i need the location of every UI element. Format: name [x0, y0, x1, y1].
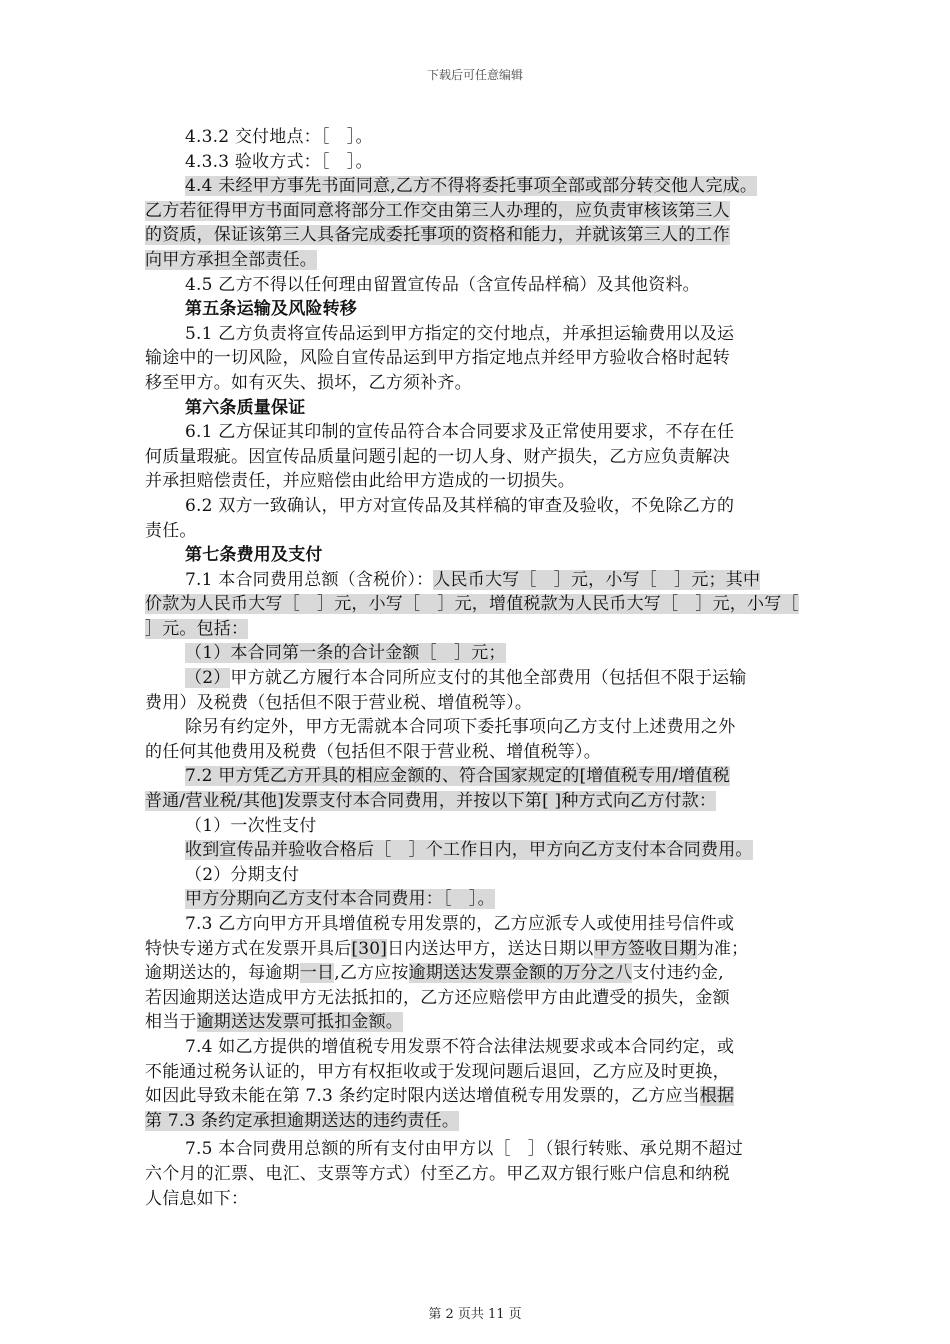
clause-7-5-line-2: 六个月的汇票、电汇、支票等方式）付至乙方。甲乙双方银行账户信息和纳税 [145, 1163, 730, 1184]
clause-7-4-line-3 [145, 1084, 810, 1109]
clause-5-1-line-2: 输途中的一切风险，风险自宣传品运到甲方指定地点并经甲方验收合格时起转 [145, 348, 730, 369]
clause-7-2-option-1: （1）一次性支付 [185, 815, 317, 836]
clause-7-4-line-2: 不能通过税务认证的，甲方有权拒收或于发现问题后退回，乙方应及时更换， [145, 1061, 730, 1082]
highlighted-text: 人民币大写［ ］元，小写［ ］元；其中 [433, 569, 761, 590]
clause-5-1-line-1: 5.1 乙方负责将宣传品运到甲方指定的交付地点，并承担运输费用以及运 [185, 323, 735, 344]
text: 支付违约金, [632, 963, 724, 984]
clause-7-5-line-3: 人信息如下： [145, 1188, 249, 1209]
clause-4-5: 4.5 乙方不得以任何理由留置宣传品（含宣传品样稿）及其他资料。 [185, 274, 700, 295]
highlighted-text: 向甲方承担全部责任。 [145, 249, 317, 270]
clause-7-1-item-2-line-1 [145, 666, 810, 691]
text: 如因此导致未能在第 7.3 条约定时限内送达增值税专用发票的，乙方应当 [145, 1086, 700, 1107]
highlighted-text: 普通/营业税/其他]发票支付本合同费用，并按以下第[ ]种方式向乙方付款： [145, 791, 717, 812]
clause-6-2-line-2: 责任。 [145, 520, 197, 541]
highlighted-text: 甲方签收日期 [593, 938, 697, 959]
clause-4-4-line-4 [145, 248, 810, 273]
highlighted-text: 收到宣传品并验收合格后［ ］个工作日内，甲方向乙方支付本合同费用。 [185, 840, 753, 861]
clause-4-3-3: 4.3.3 验收方式：［ ］。 [185, 151, 373, 172]
clause-7-4-line-4 [145, 1109, 810, 1134]
clause-7-1-extra-line-1: 除另有约定外，甲方无需就本合同项下委托事项向乙方支付上述费用之外 [185, 717, 736, 738]
text: 相当于 [145, 1012, 197, 1033]
clause-6-1-line-1: 6.1 乙方保证其印制的宣传品符合本合同要求及正常使用要求，不存在任 [185, 422, 735, 443]
clause-6-1-line-3: 并承担赔偿责任，并应赔偿由此给甲方造成的一切损失。 [145, 471, 575, 492]
section-heading-5: 第五条运输及风险转移 [185, 299, 357, 320]
clause-7-3-line-1: 7.3 乙方向甲方开具增值税专用发票的，乙方应派专人或使用挂号信件或 [185, 914, 735, 934]
clause-7-2-option-1-detail [145, 838, 810, 863]
clause-4-3-2: 4.3.2 交付地点：［ ］。 [185, 127, 373, 147]
clause-7-1-item-2-line-2: 费用）及税费（包括但不限于营业税、增值税等）。 [145, 692, 533, 713]
highlighted-text: 4.4 未经甲方事先书面同意,乙方不得将委托事项全部或部分转交他人完成。 [185, 176, 758, 197]
clause-7-5-line-1: 7.5 本合同费用总额的所有支付由甲方以［ ］（银行转账、承兑期不超过 [185, 1139, 743, 1160]
clause-7-2-line-1 [145, 764, 810, 789]
text: 日内送达甲方，送达日期以 [387, 938, 594, 959]
clause-4-4-line-3 [145, 223, 810, 248]
highlighted-text: 的资质，保证该第三人具备完成委托事项的资格和能力，并就该第三人的工作 [145, 225, 730, 246]
text: ,乙方应按 [334, 963, 409, 984]
highlighted-text: 一日 [299, 963, 335, 984]
clause-7-2-option-2: （2）分期支付 [185, 864, 300, 885]
page-footer: 第 2 页共 11 页 [428, 1307, 522, 1322]
text: 特快专递方式在发票开具后 [145, 938, 352, 959]
text: 甲方就乙方履行本合同所应支付的其他全部费用（包括但不限于运输 [230, 668, 747, 689]
clause-7-2-option-2-detail [145, 887, 810, 912]
clause-6-1-line-2: 何质量瑕疵。因宣传品质量问题引起的一切人身、财产损失，乙方应负责解决 [145, 446, 730, 467]
document-body [145, 125, 810, 1211]
text: 逾期送达的，每逾期 [145, 963, 300, 984]
text: 为准； [696, 938, 749, 959]
clause-7-1-line-1 [145, 568, 810, 593]
clause-4-4-line-1 [145, 174, 810, 199]
highlighted-text: （2） [185, 668, 231, 689]
section-heading-6: 第六条质量保证 [185, 397, 306, 418]
page-header: 下载后可任意编辑 [426, 68, 523, 82]
highlighted-text: 逾期送达发票金额的万分之八 [408, 963, 633, 984]
clause-7-1-extra-line-2: 的任何其他费用及税费（包括但不限于营业税、增值税等）。 [145, 741, 601, 762]
clause-7-3-line-4: 若因逾期送达造成甲方无法抵扣的，乙方还应赔偿甲方由此遭受的损失，金额 [145, 987, 730, 1008]
highlighted-text: ］元。包括： [145, 618, 249, 639]
clause-7-1-item-1 [145, 641, 810, 666]
highlighted-text: 逾期送达发票可抵扣金额。 [196, 1012, 404, 1033]
clause-7-4-line-1: 7.4 如乙方提供的增值税专用发票不符合法律法规要求或本合同约定，或 [185, 1036, 735, 1057]
highlighted-text: 甲方分期向乙方支付本合同费用：［ ］。 [185, 889, 495, 910]
clause-7-3-line-5 [145, 1010, 810, 1035]
clause-4-4-line-2 [145, 199, 810, 224]
highlighted-text: 根据 [699, 1086, 735, 1107]
highlighted-text: [30] [351, 938, 388, 959]
highlighted-text: 价款为人民币大写［ ］元，小写［ ］元，增值税款为人民币大写［ ］元，小写［ [145, 594, 799, 615]
text: 7.1 本合同费用总额（含税价）： [185, 569, 434, 590]
section-heading-7: 第七条费用及支付 [185, 545, 323, 566]
clause-6-2-line-1: 6.2 双方一致确认，甲方对宣传品及其样稿的审查及验收，不免除乙方的 [185, 495, 735, 516]
highlighted-text: 7.2 甲方凭乙方开具的相应金额的、符合国家规定的[增值税专用/增值税 [185, 766, 730, 787]
clause-7-1-line-2 [145, 592, 810, 617]
highlighted-text: （1）本合同第一条的合计金额［ ］元； [185, 643, 506, 664]
highlighted-text: 第 7.3 条约定承担逾期送达的违约责任。 [145, 1110, 460, 1131]
clause-7-1-line-3 [145, 617, 810, 642]
clause-7-2-line-2 [145, 789, 810, 814]
highlighted-text: 乙方若征得甲方书面同意将部分工作交由第三人办理的，应负责审核该第三人 [145, 200, 730, 221]
clause-7-3-line-3 [145, 961, 810, 986]
clause-7-3-line-2 [145, 937, 810, 962]
clause-5-1-line-3: 移至甲方。如有灭失、损坏，乙方须补齐。 [145, 372, 472, 393]
